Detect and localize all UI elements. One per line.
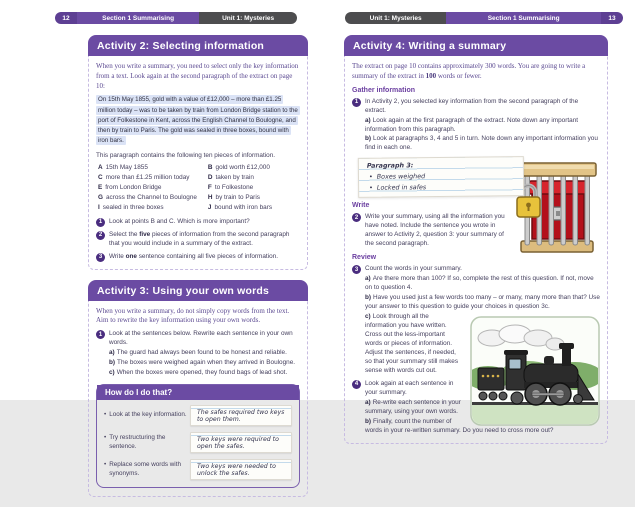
bullet-icon: • [368, 173, 373, 182]
activity-2-intro: When you write a summary, you need to select only the key information from a text. Look again at the second paragraph of the extract on page 10: [96, 62, 299, 90]
list-item: G across the Channel to Boulogne [98, 193, 197, 201]
handwritten-note-paper [358, 157, 524, 199]
sub-question-b: b) Look at paragraphs 3, 4 and 5 in turn. Note down any important information you find in each one. [365, 135, 598, 152]
review-heading: Review [352, 254, 377, 262]
question-number-badge: 4 [352, 380, 361, 389]
caged-safe-illustration [516, 155, 598, 259]
bullet-icon: • [104, 434, 107, 442]
question-3: 3 Write one sentence containing all five pieces of information. [96, 253, 300, 262]
list-item: D taken by train [207, 173, 254, 181]
activity-4-intro: The extract on page 10 contains approximately 300 words. You are going to write a summary of the extract in 100 words or fewer. [352, 62, 586, 80]
sub-question-b: b) Finally, count the number of words in your re-written summary. Do you need to cross more out? [365, 417, 554, 434]
bullet-icon: • [104, 461, 107, 469]
activity-2-body [88, 56, 308, 270]
section-label: Section 1 Summarising [446, 12, 601, 24]
activity-3-title: Activity 3: Using your own words [88, 280, 308, 301]
tip: • Replace some words with synonyms. [104, 461, 181, 477]
page-number: 13 [601, 12, 623, 24]
handwritten-example-slip: Two keys were required to open the safes. [190, 432, 292, 453]
question-number-badge: 3 [352, 265, 361, 274]
sub-question-b: b) The boxes were weighed again when they arrived in Boulogne. [109, 359, 296, 367]
steam-train-illustration [470, 316, 600, 426]
question-number-badge: 1 [96, 218, 105, 227]
activity-4-body [344, 56, 608, 444]
handwritten-example-slip: Two keys were needed to unlock the safes. [190, 459, 292, 480]
activity-3-intro: When you write a summary, do not simply copy words from the text. Aim to rewrite the key information using your own words. [96, 306, 290, 325]
page-right-content [344, 35, 608, 454]
question-number-badge: 1 [352, 98, 361, 107]
list-item: B gold worth £12,000 [207, 163, 270, 171]
page-left-content [88, 35, 308, 507]
write-heading: Write [352, 202, 370, 210]
how-to-body [97, 400, 299, 487]
sub-question-a: a) The guard had always been found to be honest and reliable. [109, 349, 287, 357]
how-to-title: How do I do that? [97, 385, 299, 400]
question-1: 1 Look at points B and C. Which is more important? [96, 218, 300, 227]
question-number-badge: 2 [352, 213, 361, 222]
activity-4-title: Activity 4: Writing a summary [344, 35, 608, 56]
sub-question-a: a) Look again at the first paragraph of the extract. Note down any important information from this paragraph. [365, 116, 579, 133]
list-item: A 15th May 1855 [98, 163, 148, 171]
sub-question-a: a) Are there more than 100? If so, complete the rest of this question. If not, move on to question 4. [365, 275, 594, 292]
sub-question-c: c) Look through all the information you have written. Cross out the less-important words or pieces of information. Adjust the sentences, if needed, so that your summary still makes sense with words cut out. [365, 313, 459, 374]
question-number-badge: 2 [96, 231, 105, 240]
running-head-left [55, 12, 297, 24]
note-bullet: • Locked in safes [369, 183, 427, 193]
sub-question-a: a) Re-write each sentence in your summary, using your own words. [365, 398, 461, 415]
information-list [98, 164, 300, 213]
list-item: J bound with iron bars [207, 204, 273, 212]
question-4: 4 Look again at each sentence in your summary. [352, 380, 462, 398]
handwritten-example-slip: The safes required two keys to open them. [190, 405, 292, 426]
sub-questions [365, 275, 600, 376]
extract-highlighted: On 15th May 1855, gold with a value of £12,000 – more than £1.25 million today – was to be taken by train from London Bridge station to the port of Folkestone in Kent, across the English Channel to Boulogne, and then by train to Paris. The gold was sealed in three boxes, bound with iron bars. [98, 96, 298, 145]
list-item: C more than £1.25 million today [98, 173, 190, 181]
sub-question-b: b) Have you used just a few words too many – or many, many more than that? Use your answer to this question to guide your choices in question 3c. [365, 294, 600, 311]
list-item: E from London Bridge [98, 183, 162, 191]
sub-question-c: c) When the boxes were opened, they found bags of lead shot. [109, 369, 288, 377]
activity-4 [344, 35, 608, 444]
bullet-icon: • [104, 411, 107, 419]
unit-label: Unit 1: Mysteries [345, 12, 446, 24]
tip: • Try restructuring the sentence. [104, 434, 166, 450]
activity-3 [88, 280, 308, 497]
activity-2-title: Activity 2: Selecting information [88, 35, 308, 56]
question-3: 3 Count the words in your summary. [352, 265, 600, 274]
how-do-i-do-that-box [96, 384, 300, 488]
activity-2 [88, 35, 308, 270]
list-item: H by train to Paris [207, 193, 260, 201]
tip: • Look at the key information. [104, 411, 187, 419]
bullet-icon: • [369, 184, 373, 193]
page-number: 12 [55, 12, 77, 24]
question-2: 2 Select the five pieces of information from the second paragraph that you would include in a summary of the extract. [96, 231, 300, 249]
question-number-badge: 1 [96, 330, 105, 339]
list-item: I sealed in three boxes [98, 204, 164, 212]
section-label: Section 1 Summarising [77, 12, 199, 24]
question-number-badge: 3 [96, 253, 105, 262]
list-item: F to Folkestone [207, 183, 254, 191]
question-1: 1 Look at the sentences below. Rewrite each sentence in your own words. [96, 330, 300, 348]
page-left [0, 0, 317, 478]
question-2: 2 Write your summary, using all the information you have noted. Include the sentence you wrote in answer to Activity 2, question 3: your summary of the second paragraph. [352, 213, 510, 249]
running-head-right [345, 12, 623, 24]
activity-3-body [88, 301, 308, 497]
sub-questions [365, 117, 600, 154]
note-bullet: • Boxes weighed [368, 172, 426, 182]
sub-questions [109, 349, 300, 378]
list-intro: This paragraph contains the following ten pieces of information. [96, 151, 276, 159]
unit-label: Unit 1: Mysteries [199, 12, 297, 24]
question-1: 1 In Activity 2, you selected key information from the second paragraph of the extract. [352, 98, 600, 116]
note-title: Paragraph 3: [366, 161, 414, 171]
page-right [318, 0, 635, 434]
gather-information-heading: Gather information [352, 86, 416, 94]
